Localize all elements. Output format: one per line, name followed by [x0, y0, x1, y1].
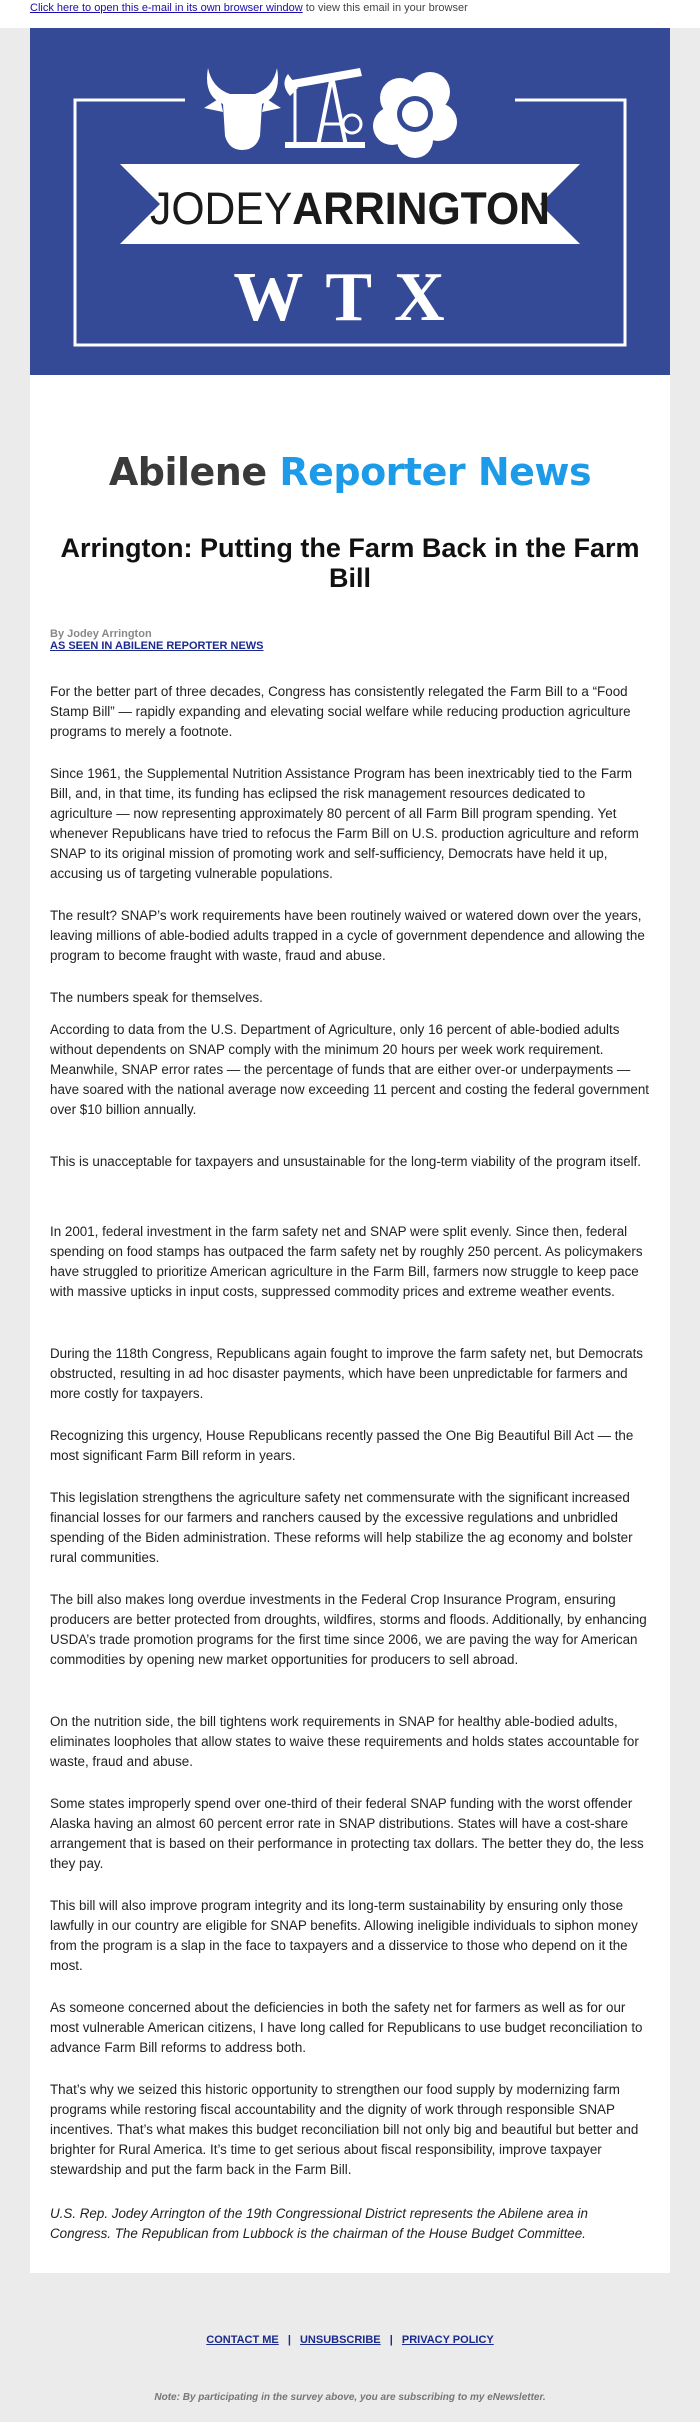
banner-tagline: WTX [233, 259, 467, 336]
article-paragraph: According to data from the U.S. Department of Agriculture, only 16 percent of able-bodied adults without dependents on SNAP comply with the minimum 20 hours per week work requirement. Meanwhile, SNAP error rates — the percentage of funds that are either over-or underpayments — have soared with the national average now exceeding 11 percent and costing the federal government over $10 billion annually. [50, 1022, 650, 1117]
article-paragraph: For the better part of three decades, Congress has consistently relegated the Farm Bill to a “Food Stamp Bill” — rapidly expanding and elevating social welfare while reducing production agriculture programs to merely a footnote. [50, 684, 631, 739]
article-paragraph: In 2001, federal investment in the farm safety net and SNAP were split evenly. Since then, federal spending on food stamps has outpaced the farm safety net by roughly 250 percent. As policymakers have struggled to prioritize American agriculture in the Farm Bill, farmers now struggle to keep pace with massive upticks in input costs, suppressed commodity prices and extreme weather events. [50, 1224, 643, 1299]
article-title: Arrington: Putting the Farm Back in the Farm Bill [60, 533, 640, 593]
open-in-browser-link[interactable]: Click here to open this e-mail in its own browser window [30, 2, 303, 14]
publisher-name-part1: Abilene [108, 450, 267, 494]
banner-first-name: JODEY [150, 183, 301, 234]
source-link[interactable]: AS SEEN IN ABILENE REPORTER NEWS [50, 640, 264, 652]
pump-jack-icon [284, 68, 365, 148]
unsubscribe-link[interactable]: UNSUBSCRIBE [299, 2334, 381, 2346]
browser-link-bar [0, 0, 700, 28]
svg-text:JODEYARRINGTON [150, 183, 564, 234]
browser-link-suffix: to view this email in your browser [305, 2, 468, 14]
banner-graphic [30, 28, 670, 375]
header-banner [30, 28, 670, 375]
article-paragraph: Some states improperly spend over one-third of their federal SNAP funding with the worst offender Alaska having an almost 60 percent error rate in SNAP distributions. States will have a cost-share arrangement that is based on their performance in protecting tax dollars. The better they do, the less they pay. [50, 1796, 644, 1871]
article-paragraph: During the 118th Congress, Republicans again fought to improve the farm safety net, but Democrats obstructed, resulting in ad hoc disaster payments, which have been unpredictable for farmers and more costly for taxpayers. [50, 1346, 643, 1401]
contact-link[interactable]: CONTACT ME [206, 2334, 279, 2346]
footer-links [0, 2334, 700, 2346]
cotton-boll-icon [373, 72, 457, 158]
bull-head-icon [204, 68, 281, 150]
publisher-name-part2: Reporter News [279, 450, 592, 494]
article-paragraph: The result? SNAP’s work requirements have been routinely waived or watered down over the years, leaving millions of able-bodied adults trapped in a cycle of government dependence and allowing the program to become fraught with waste, fraud and abuse. [50, 908, 645, 963]
article-paragraph: This legislation strengthens the agriculture safety net commensurate with the significant increased financial losses for our farmers and ranchers caused by the excessive regulations and unbridled spending of the Biden administration. These reforms will help stabilize the ag economy and bolster rural communities. [50, 1490, 633, 1565]
article-paragraph: This is unacceptable for taxpayers and unsustainable for the long-term viability of the program itself. [50, 1154, 641, 1169]
article-paragraph: The bill also makes long overdue investments in the Federal Crop Insurance Program, ensuring producers are better protected from droughts, wildfires, storms and floods. Additionally, by enhancing USDA’s trade promotion programs for the first time since 2006, we are paving the way for American commodities by opening new market opportunities for producers to sell abroad. [50, 1592, 647, 1667]
article-paragraph: On the nutrition side, the bill tightens work requirements in SNAP for healthy able-bodied adults, eliminates loopholes that allow states to waive these requirements and holds states accountable for waste, fraud and abuse. [50, 1714, 639, 1769]
footer-separator: | [287, 2334, 291, 2346]
article-paragraph: As someone concerned about the deficiencies in both the safety net for farmers as well as for our most vulnerable American citizens, I have long called for Republicans to use budget reconciliation to advance Farm Bill reforms to address both. [50, 2000, 643, 2055]
article-paragraph: Since 1961, the Supplemental Nutrition Assistance Program has been inextricably tied to the Farm Bill, and, in that time, its funding has eclipsed the risk management resources dedicated to agriculture — now representing approximately 80 percent of all Farm Bill program spending. Yet whenever Republicans have tried to refocus the Farm Bill on U.S. production agriculture and reform SNAP to its original mission of promoting work and self-sufficiency, Democrats have held it up, accusing us of targeting vulnerable populations. [50, 766, 639, 881]
publisher-logo [30, 450, 670, 494]
banner-last-name: ARRINGTON [292, 183, 564, 234]
email-card [30, 28, 670, 2273]
author-bio: U.S. Rep. Jodey Arrington of the 19th Congressional District represents the Abilene area in Congress. The Republican from Lubbock is the chairman of the House Budget Committee. [50, 2206, 588, 2241]
article-paragraph: Recognizing this urgency, House Republicans recently passed the One Big Beautiful Bill Act — the most significant Farm Bill reform in years. [50, 1428, 634, 1463]
article-byline: By Jodey Arrington [50, 628, 152, 640]
article-paragraph: The numbers speak for themselves. [50, 990, 263, 1005]
footer-separator: | [389, 2334, 393, 2346]
article-paragraph: This bill will also improve program integrity and its long-term sustainability by ensuring only those lawfully in our country are eligible for SNAP benefits. Allowing ineligible individuals to siphon money from the program is a slap in the face to taxpayers and a disservice to those who depend on it the most. [50, 1898, 638, 1973]
privacy-policy-link[interactable]: PRIVACY POLICY [401, 2334, 494, 2346]
footer-note: Note: By participating in the survey above, you are subscribing to my eNewsletter. [154, 2392, 546, 2403]
article-paragraph: That’s why we seized this historic opportunity to strengthen our food supply by modernizing farm programs while restoring fiscal accountability and the dignity of work through responsible SNAP incentives. That’s what makes this budget reconciliation bill not only big and beautiful but better and brighter for Rural America. It’s time to get serious about fiscal responsibility, improve taxpayer stewardship and put the farm back in the Farm Bill. [50, 2082, 639, 2177]
